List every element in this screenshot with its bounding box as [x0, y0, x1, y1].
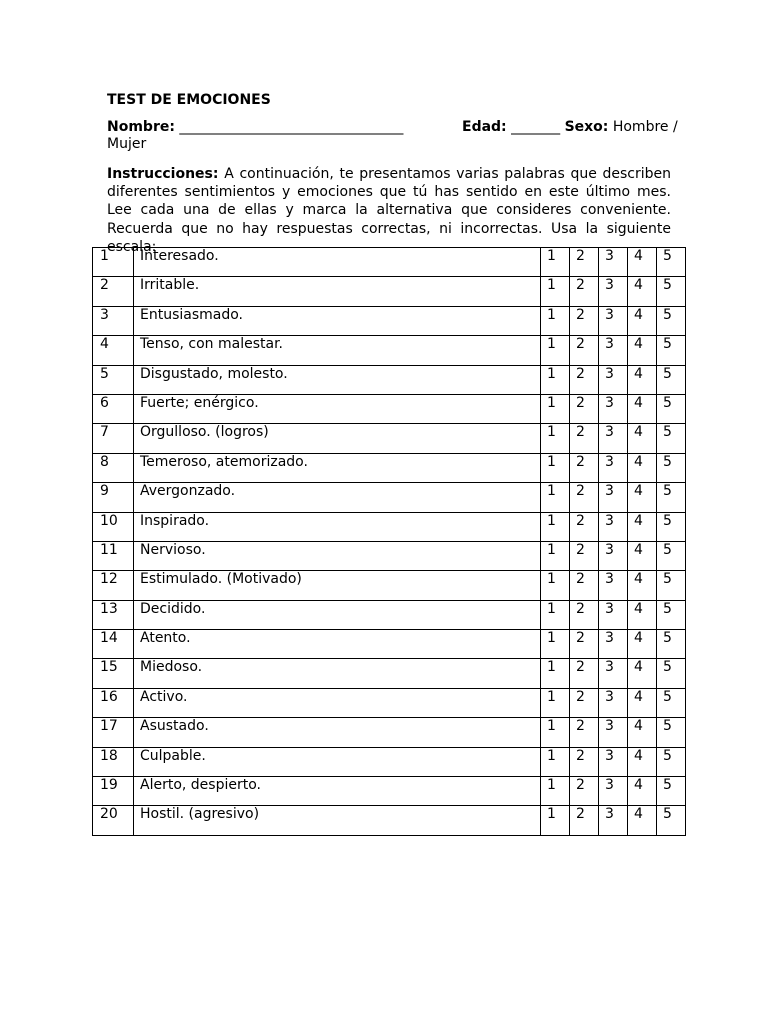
scale-option-3[interactable]: 3 [599, 777, 628, 806]
scale-option-5[interactable]: 5 [657, 306, 686, 335]
item-emotion: Irritable. [134, 277, 541, 306]
item-emotion: Decidido. [134, 600, 541, 629]
item-emotion: Avergonzado. [134, 483, 541, 512]
instructions-label: Instrucciones: [107, 166, 219, 182]
item-emotion: Entusiasmado. [134, 306, 541, 335]
scale-option-4[interactable]: 4 [628, 365, 657, 394]
scale-option-3[interactable]: 3 [599, 688, 628, 717]
table-row [93, 718, 686, 747]
item-emotion: Nervioso. [134, 541, 541, 570]
item-number: 7 [93, 424, 134, 453]
scale-option-1[interactable]: 1 [541, 306, 570, 335]
table-row [93, 512, 686, 541]
item-number: 3 [93, 306, 134, 335]
scale-option-3[interactable]: 3 [599, 336, 628, 365]
item-emotion: Inspirado. [134, 512, 541, 541]
item-number: 2 [93, 277, 134, 306]
scale-option-3[interactable]: 3 [599, 806, 628, 835]
item-emotion: Activo. [134, 688, 541, 717]
scale-option-5[interactable]: 5 [657, 277, 686, 306]
scale-option-2[interactable]: 2 [570, 424, 599, 453]
age-blank: _______ [511, 119, 561, 135]
scale-option-2[interactable]: 2 [570, 394, 599, 423]
scale-option-4[interactable]: 4 [628, 688, 657, 717]
name-field [107, 119, 403, 136]
item-number: 9 [93, 483, 134, 512]
scale-option-1[interactable]: 1 [541, 394, 570, 423]
item-number: 19 [93, 777, 134, 806]
table-row [93, 806, 686, 835]
scale-option-1[interactable]: 1 [541, 806, 570, 835]
table-row [93, 688, 686, 717]
scale-option-1[interactable]: 1 [541, 659, 570, 688]
scale-option-3[interactable]: 3 [599, 571, 628, 600]
item-emotion: Alerto, despierto. [134, 777, 541, 806]
scale-option-4[interactable]: 4 [628, 277, 657, 306]
scale-option-5[interactable]: 5 [657, 541, 686, 570]
scale-option-4[interactable]: 4 [628, 777, 657, 806]
scale-option-3[interactable]: 3 [599, 718, 628, 747]
item-emotion: Culpable. [134, 747, 541, 776]
scale-option-3[interactable]: 3 [599, 630, 628, 659]
scale-option-4[interactable]: 4 [628, 336, 657, 365]
scale-option-5[interactable]: 5 [657, 571, 686, 600]
scale-option-2[interactable]: 2 [570, 453, 599, 482]
scale-option-1[interactable]: 1 [541, 688, 570, 717]
item-number: 12 [93, 571, 134, 600]
item-emotion: Tenso, con malestar. [134, 336, 541, 365]
scale-option-4[interactable]: 4 [628, 718, 657, 747]
name-blank: ________________________________ [179, 119, 404, 135]
scale-option-1[interactable]: 1 [541, 630, 570, 659]
scale-option-3[interactable]: 3 [599, 424, 628, 453]
item-emotion: Disgustado, molesto. [134, 365, 541, 394]
table-row [93, 483, 686, 512]
table-row [93, 306, 686, 335]
item-emotion: Fuerte; enérgico. [134, 394, 541, 423]
table-row [93, 365, 686, 394]
scale-option-4[interactable]: 4 [628, 483, 657, 512]
age-label: Edad: [462, 119, 507, 135]
scale-option-2[interactable]: 2 [570, 806, 599, 835]
item-emotion: Miedoso. [134, 659, 541, 688]
scale-option-5[interactable]: 5 [657, 453, 686, 482]
scale-option-3[interactable]: 3 [599, 277, 628, 306]
scale-option-5[interactable]: 5 [657, 483, 686, 512]
scale-option-2[interactable]: 2 [570, 718, 599, 747]
item-number: 5 [93, 365, 134, 394]
scale-option-1[interactable]: 1 [541, 277, 570, 306]
age-sex-field [462, 119, 678, 136]
scale-option-4[interactable]: 4 [628, 248, 657, 277]
scale-option-1[interactable]: 1 [541, 336, 570, 365]
item-number: 11 [93, 541, 134, 570]
scale-option-5[interactable]: 5 [657, 248, 686, 277]
scale-option-4[interactable]: 4 [628, 571, 657, 600]
scale-option-1[interactable]: 1 [541, 541, 570, 570]
scale-option-3[interactable]: 3 [599, 747, 628, 776]
page-title: TEST DE EMOCIONES [107, 92, 271, 108]
scale-option-1[interactable]: 1 [541, 453, 570, 482]
scale-option-5[interactable]: 5 [657, 512, 686, 541]
scale-option-3[interactable]: 3 [599, 541, 628, 570]
table-row [93, 453, 686, 482]
scale-option-1[interactable]: 1 [541, 248, 570, 277]
item-emotion: Asustado. [134, 718, 541, 747]
scale-option-1[interactable]: 1 [541, 600, 570, 629]
table-row [93, 777, 686, 806]
scale-option-5[interactable]: 5 [657, 659, 686, 688]
instructions-text: A continuación, te presentamos varias palabras que describen diferentes sentimientos y emociones que tú has sentido en este último mes. Lee cada una de ellas y marca la alternativa que consideres conveniente. Recuerda que no hay respuestas correctas, ni incorrectas. Usa la siguiente escala: [107, 166, 672, 255]
scale-option-5[interactable]: 5 [657, 630, 686, 659]
scale-option-2[interactable]: 2 [570, 747, 599, 776]
scale-option-5[interactable]: 5 [657, 424, 686, 453]
scale-option-2[interactable]: 2 [570, 688, 599, 717]
sex-label: Sexo: [564, 119, 609, 135]
scale-option-2[interactable]: 2 [570, 336, 599, 365]
table-row [93, 571, 686, 600]
scale-option-5[interactable]: 5 [657, 777, 686, 806]
item-number: 1 [93, 248, 134, 277]
scale-option-2[interactable]: 2 [570, 277, 599, 306]
table-row [93, 424, 686, 453]
scale-option-5[interactable]: 5 [657, 688, 686, 717]
scale-option-3[interactable]: 3 [599, 248, 628, 277]
scale-option-2[interactable]: 2 [570, 777, 599, 806]
scale-option-5[interactable]: 5 [657, 394, 686, 423]
table-row [93, 600, 686, 629]
item-number: 20 [93, 806, 134, 835]
scale-option-2[interactable]: 2 [570, 600, 599, 629]
item-number: 16 [93, 688, 134, 717]
scale-option-5[interactable]: 5 [657, 336, 686, 365]
scale-option-4[interactable]: 4 [628, 394, 657, 423]
scale-option-3[interactable]: 3 [599, 600, 628, 629]
scale-option-5[interactable]: 5 [657, 365, 686, 394]
item-emotion: Temeroso, atemorizado. [134, 453, 541, 482]
item-number: 18 [93, 747, 134, 776]
scale-option-3[interactable]: 3 [599, 659, 628, 688]
emotions-table-body [93, 248, 686, 836]
table-row [93, 659, 686, 688]
table-row [93, 248, 686, 277]
item-emotion: Estimulado. (Motivado) [134, 571, 541, 600]
table-row [93, 277, 686, 306]
item-number: 10 [93, 512, 134, 541]
scale-option-2[interactable]: 2 [570, 248, 599, 277]
scale-option-4[interactable]: 4 [628, 453, 657, 482]
scale-option-3[interactable]: 3 [599, 453, 628, 482]
scale-option-2[interactable]: 2 [570, 365, 599, 394]
item-number: 17 [93, 718, 134, 747]
scale-option-1[interactable]: 1 [541, 365, 570, 394]
emotions-table [92, 247, 686, 836]
table-row [93, 747, 686, 776]
scale-option-2[interactable]: 2 [570, 541, 599, 570]
scale-option-2[interactable]: 2 [570, 630, 599, 659]
name-label: Nombre: [107, 119, 175, 135]
table-row [93, 394, 686, 423]
table-row [93, 541, 686, 570]
scale-option-4[interactable]: 4 [628, 600, 657, 629]
instructions-paragraph [107, 165, 671, 256]
scale-option-4[interactable]: 4 [628, 659, 657, 688]
item-number: 15 [93, 659, 134, 688]
scale-option-5[interactable]: 5 [657, 806, 686, 835]
item-emotion: Atento. [134, 630, 541, 659]
scale-option-5[interactable]: 5 [657, 600, 686, 629]
scale-option-4[interactable]: 4 [628, 424, 657, 453]
scale-option-2[interactable]: 2 [570, 659, 599, 688]
item-number: 6 [93, 394, 134, 423]
item-number: 14 [93, 630, 134, 659]
scale-option-1[interactable]: 1 [541, 718, 570, 747]
item-number: 13 [93, 600, 134, 629]
scale-option-3[interactable]: 3 [599, 512, 628, 541]
scale-option-3[interactable]: 3 [599, 365, 628, 394]
scale-option-2[interactable]: 2 [570, 483, 599, 512]
scale-option-4[interactable]: 4 [628, 747, 657, 776]
scale-option-4[interactable]: 4 [628, 512, 657, 541]
table-row [93, 630, 686, 659]
scale-option-3[interactable]: 3 [599, 306, 628, 335]
scale-option-3[interactable]: 3 [599, 483, 628, 512]
scale-option-1[interactable]: 1 [541, 512, 570, 541]
scale-option-1[interactable]: 1 [541, 777, 570, 806]
item-number: 8 [93, 453, 134, 482]
scale-option-5[interactable]: 5 [657, 718, 686, 747]
scale-option-1[interactable]: 1 [541, 424, 570, 453]
item-emotion: Interesado. [134, 248, 541, 277]
table-row [93, 336, 686, 365]
scale-option-4[interactable]: 4 [628, 806, 657, 835]
scale-option-4[interactable]: 4 [628, 306, 657, 335]
item-number: 4 [93, 336, 134, 365]
sex-options: Hombre / [612, 119, 678, 135]
scale-option-2[interactable]: 2 [570, 306, 599, 335]
scale-option-2[interactable]: 2 [570, 512, 599, 541]
scale-option-4[interactable]: 4 [628, 541, 657, 570]
scale-option-3[interactable]: 3 [599, 394, 628, 423]
sex-options-continued: Mujer [107, 136, 147, 152]
item-emotion: Hostil. (agresivo) [134, 806, 541, 835]
scale-option-1[interactable]: 1 [541, 747, 570, 776]
scale-option-4[interactable]: 4 [628, 630, 657, 659]
scale-option-2[interactable]: 2 [570, 571, 599, 600]
scale-option-1[interactable]: 1 [541, 571, 570, 600]
item-emotion: Orgulloso. (logros) [134, 424, 541, 453]
scale-option-1[interactable]: 1 [541, 483, 570, 512]
scale-option-5[interactable]: 5 [657, 747, 686, 776]
